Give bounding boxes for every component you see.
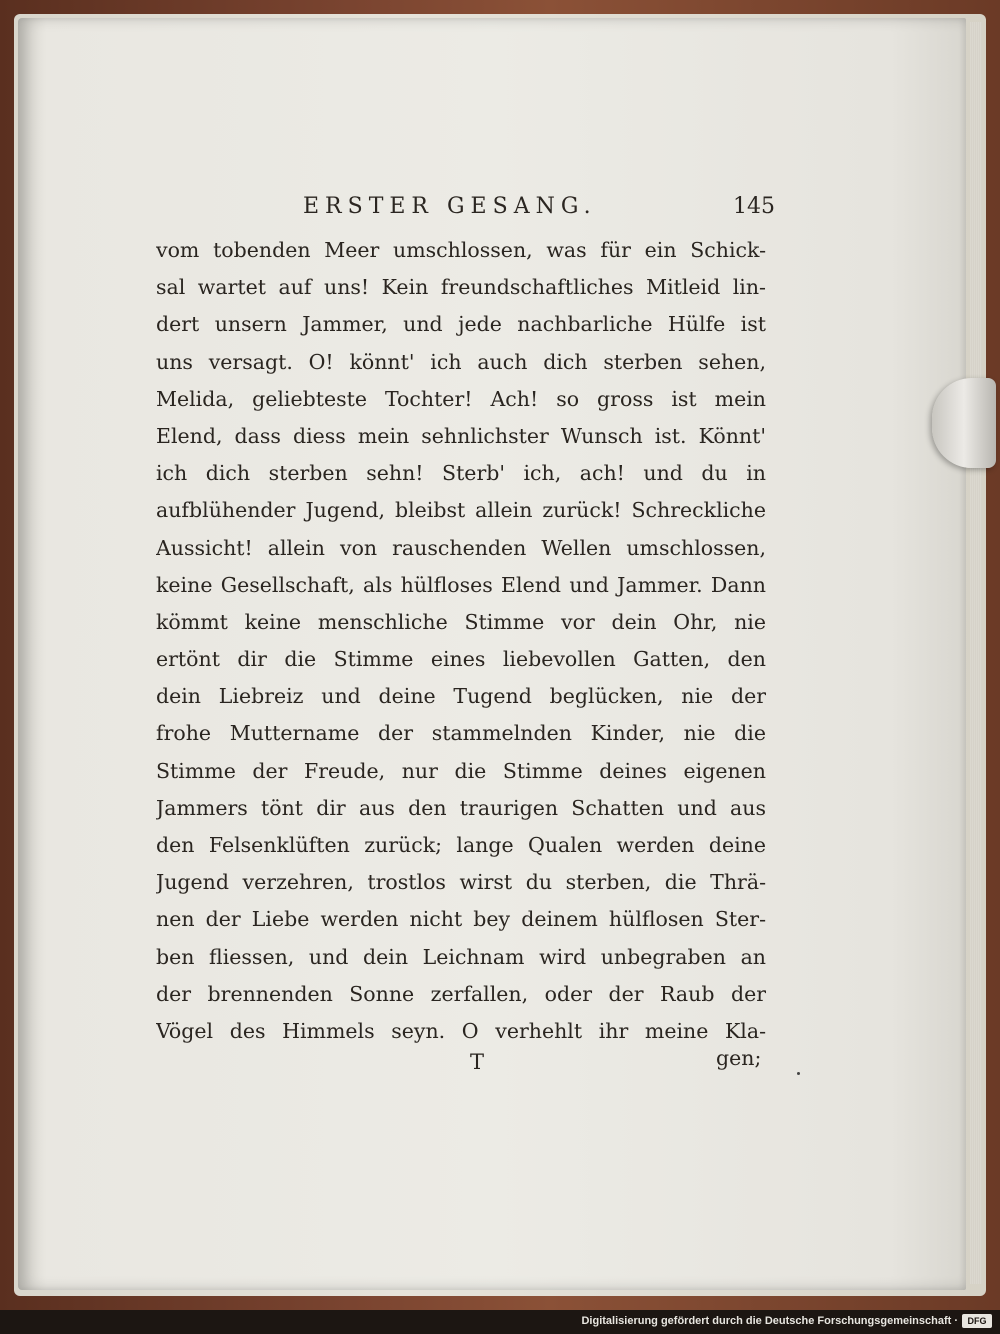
- body-text: [156, 232, 766, 1050]
- running-head: [0, 194, 1000, 234]
- text-line: der brennenden Sonne zerfallen, oder der Raub der: [156, 981, 766, 1006]
- text-line: sal wartet auf uns! Kein freundschaftliches Mitleid lin-: [156, 275, 766, 300]
- text-line: Aussicht! allein von rauschenden Wellen umschlossen,: [156, 535, 766, 560]
- text-line: nen der Liebe werden nicht bey deinem hülflosen Ster-: [156, 907, 766, 932]
- text-line: vom tobenden Meer umschlossen, was für ein Schick-: [156, 238, 766, 262]
- text-line: Jammers tönt dir aus den traurigen Schatten und aus: [156, 795, 766, 820]
- text-line: uns versagt. O! könnt' ich auch dich sterben sehen,: [156, 349, 766, 374]
- text-line: Vögel des Himmels seyn. O verhehlt ihr meine Kla-: [156, 1018, 766, 1043]
- text-line: den Felsenklüften zurück; lange Qualen werden deine: [156, 833, 766, 857]
- text-line: frohe Muttername der stammelnden Kinder, nie die: [156, 721, 766, 746]
- text-line: Stimme der Freude, nur die Stimme deines eigenen: [156, 758, 766, 783]
- dfg-logo-icon: DFG: [962, 1314, 992, 1328]
- text-line: Elend, dass diess mein sehnlichster Wunsch ist. Könnt': [156, 423, 766, 448]
- text-line: ertönt dir die Stimme eines liebevollen Gatten, den: [156, 647, 766, 672]
- text-line: ben fliessen, und dein Leichnam wird unbegraben an: [156, 944, 766, 969]
- page-number: 145: [733, 194, 775, 219]
- text-line: ich dich sterben sehn! Sterb' ich, ach! und du in: [156, 461, 766, 486]
- text-line: dein Liebreiz und deine Tugend beglücken, nie der: [156, 684, 766, 709]
- chapter-title: ERSTER GESANG.: [303, 194, 597, 219]
- ink-spot: [797, 1072, 800, 1075]
- text-line: dert unsern Jammer, und jede nachbarliche Hülfe ist: [156, 312, 766, 337]
- text-line: Melida, geliebteste Tochter! Ach! so gross ist mein: [156, 386, 766, 411]
- signature-mark: T: [470, 1050, 485, 1074]
- text-line: keine Gesellschaft, als hülfloses Elend und Jammer. Dann: [156, 572, 766, 597]
- catchword: gen;: [716, 1046, 762, 1070]
- text-line: aufblühender Jugend, bleibst allein zurück! Schreckliche: [156, 498, 766, 523]
- digitization-notice: Digitalisierung gefördert durch die Deutsche Forschungsgemeinschaft ·: [581, 1315, 958, 1327]
- text-line: Jugend verzehren, trostlos wirst du sterben, die Thrä-: [156, 870, 766, 895]
- text-line: kömmt keine menschliche Stimme vor dein Ohr, nie: [156, 609, 766, 634]
- page-clip: [932, 378, 996, 468]
